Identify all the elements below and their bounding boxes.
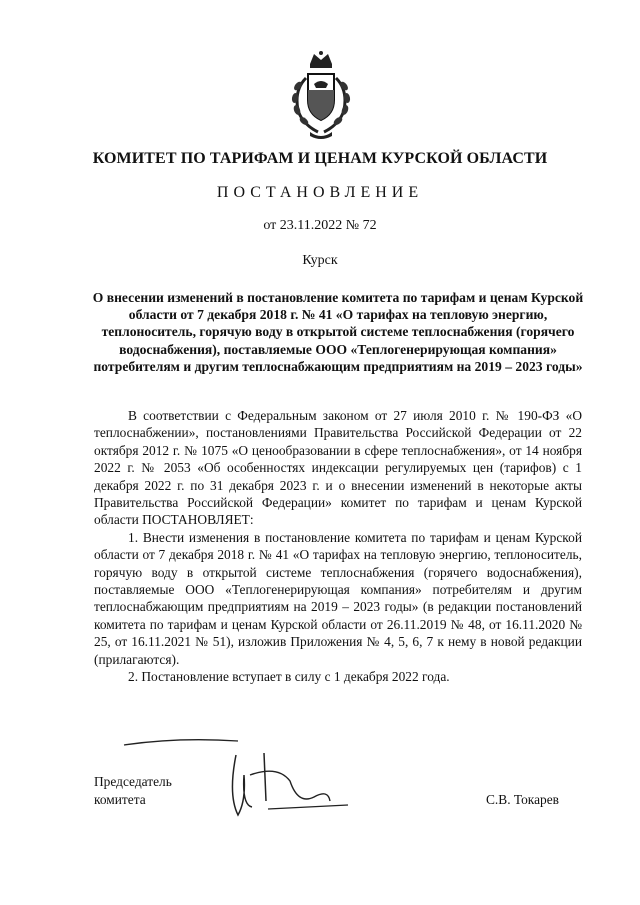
item-1-paragraph: 1. Внести изменения в постановление комитета по тарифам и ценам Курской области от 7 декабря 2018 г. № 41 «О тарифах на тепловую энергию, теплоноситель, горячую воду в открытой системе теплоснабжения (горячего водоснабжения), поставляемые ООО «Теплогенерирующая компания» потребителям и другим теплоснабжающим предприятиям на 2019 – 2023 годы» (в редакции постановлений комитета по тарифам и ценам Курской области от 26.11.2019 № 48, от 16.11.2020 № 25, от 16.11.2021 № 51), изложив Приложения № 4, 5, 6, 7 к нему в новой редакции (прилагаются).	[94, 529, 582, 667]
document-title: О внесении изменений в постановление комитета по тарифам и ценам Курской области от 7 декабря 2018 г. № 41 «О тарифах на тепловую энергию, теплоноситель, горячую воду в открытой системе теплоснабжения (горячего водоснабжения), поставляемые ООО «Теплогенерирующая компания» потребителям и другим теплоснабжающим предприятиям на 2019 – 2023 годы»	[92, 290, 584, 374]
preamble-paragraph: В соответствии с Федеральным законом от 27 июля 2010 г. № 190-ФЗ «О теплоснабжении», постановлениями Правительства Российской Федерации от 22 октября 2012 г. № 1075 «О ценообразовании в сфере теплоснабжения», от 14 ноября 2022 г. № 2053 «Об особенностях индексации регулируемых цен (тарифов) с 1 декабря 2022 г. по 31 декабря 2023 г. и о внесении изменений в некоторые акты Правительства Российской Федерации» комитет по тарифам и ценам Курской области ПОСТАНОВЛЯЕТ:	[94, 408, 582, 528]
signatory-position-line2: комитета	[94, 791, 146, 807]
document-body	[94, 407, 582, 686]
item-2-paragraph: 2. Постановление вступает в силу с 1 декабря 2022 года.	[128, 669, 450, 685]
coat-of-arms-icon	[286, 50, 356, 142]
document-date-number: от 23.11.2022 № 72	[263, 218, 377, 233]
document-type: ПОСТАНОВЛЕНИЕ	[216, 184, 424, 201]
organization-name: КОМИТЕТ ПО ТАРИФАМ И ЦЕНАМ КУРСКОЙ ОБЛАСТИ	[92, 150, 548, 167]
document-city: Курск	[302, 253, 338, 268]
signatory-name: С.В. Токарев	[486, 792, 559, 807]
signatory-position	[94, 773, 172, 808]
signatory-position-line1: Председатель	[94, 774, 172, 789]
